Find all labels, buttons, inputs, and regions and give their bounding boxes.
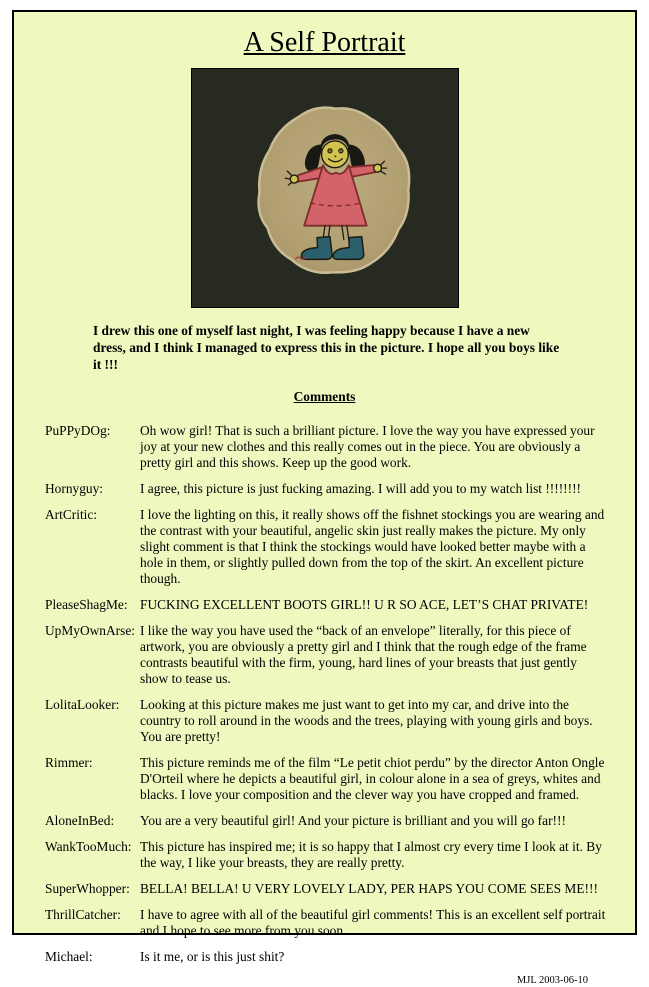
comment-text: I agree, this picture is just fucking amazing. I will add you to my watch list !!!!!!!!: [140, 481, 582, 496]
girl-nose: [334, 155, 336, 157]
comment-row: [45, 623, 607, 687]
self-portrait-image: [191, 68, 459, 308]
drawing-svg: [192, 69, 458, 307]
comment-text: Looking at this picture makes me just want to get into my car, and drive into the country to roll around in the woods and the trees, playing with young girls and boys. You are pretty!: [140, 697, 593, 744]
commenter-name: PuPPyDOg:: [45, 423, 111, 438]
commenter-name: SuperWhopper:: [45, 881, 130, 896]
commenter-name: Hornyguy:: [45, 481, 104, 496]
comment-row: [45, 697, 607, 745]
page-title: A Self Portrait: [243, 27, 406, 58]
commenter-name: Rimmer:: [45, 755, 93, 770]
comment-row: [45, 755, 607, 803]
comment-text: FUCKING EXCELLENT BOOTS GIRL!! U R SO ACE, LET’S CHAT PRIVATE!: [140, 597, 589, 612]
commenter-name: Michael:: [45, 949, 93, 964]
comment-row: [45, 907, 607, 939]
commenter-name: UpMyOwnArse:: [45, 623, 136, 638]
comments-heading: Comments: [293, 389, 356, 404]
comment-row: [45, 949, 607, 965]
comment-text: I like the way you have used the “back of an envelope” literally, for this piece of artwork, you are obviously a pretty girl and I think that the rough edge of the frame contrasts beautiful with the firm, young, hard lines of your breasts that just gently show to tease us.: [140, 623, 587, 686]
comment-row: [45, 507, 607, 587]
comment-row: [45, 481, 607, 497]
comment-row: [45, 813, 607, 829]
girl-hand-right: [373, 164, 381, 172]
girl-hand-left: [290, 175, 298, 183]
commenter-name: PleaseShagMe:: [45, 597, 128, 612]
comment-text: You are a very beautiful girl! And your picture is brilliant and you will go far!!!: [140, 813, 566, 828]
footer-stamp: MJL 2003-06-10: [516, 975, 588, 986]
comment-row: [45, 881, 607, 897]
comment-row: [45, 597, 607, 613]
commenter-name: WankTooMuch:: [45, 839, 132, 854]
commenter-name: ArtCritic:: [45, 507, 98, 522]
commenter-name: ThrillCatcher:: [45, 907, 121, 922]
comment-text: Oh wow girl! That is such a brilliant picture. I love the way you have expressed your joy at your new clothes and this really comes out in the piece. You are obviously a pretty girl and this shows. Keep up the good work.: [140, 423, 595, 470]
commenter-name: AloneInBed:: [45, 813, 115, 828]
comment-row: [45, 839, 607, 871]
comments-list: [14, 423, 635, 965]
girl-face: [321, 141, 348, 168]
commenter-name: LolitaLooker:: [45, 697, 120, 712]
comment-text: This picture has inspired me; it is so happy that I almost cry every time I look at it. By the way, I like your breasts, they are really pretty.: [140, 839, 602, 870]
page-frame: [12, 10, 637, 986]
comment-text: I have to agree with all of the beautiful girl comments! This is an excellent self portrait and I hope to see more from you soon.: [140, 907, 606, 938]
comment-row: [45, 423, 607, 471]
intro-text: I drew this one of myself last night, I was feeling happy because I have a new dress, and I think I managed to express this in the picture. I hope all you boys like it !!!: [93, 323, 560, 372]
comment-text: This picture reminds me of the film “Le petit chiot perdu” by the director Anton Ongle D'Orteil where he depicts a beautiful girl, in colour alone in a sea of greys, whites and blacks. I love your composition and the clever way you have cropped and framed.: [140, 755, 605, 802]
comment-text: Is it me, or is this just shit?: [140, 949, 285, 964]
comment-text: I love the lighting on this, it really shows off the fishnet stockings you are wearing and the contrast with your beautiful, angelic skin just really makes the picture. My only slight comment is that I think the stockings would have looked better maybe with a hole in them, or slightly pulled down from the top of the skirt. An excellent picture though.: [140, 507, 605, 586]
comment-text: BELLA! BELLA! U VERY LOVELY LADY, PER HAPS YOU COME SEES ME!!!: [140, 881, 598, 896]
